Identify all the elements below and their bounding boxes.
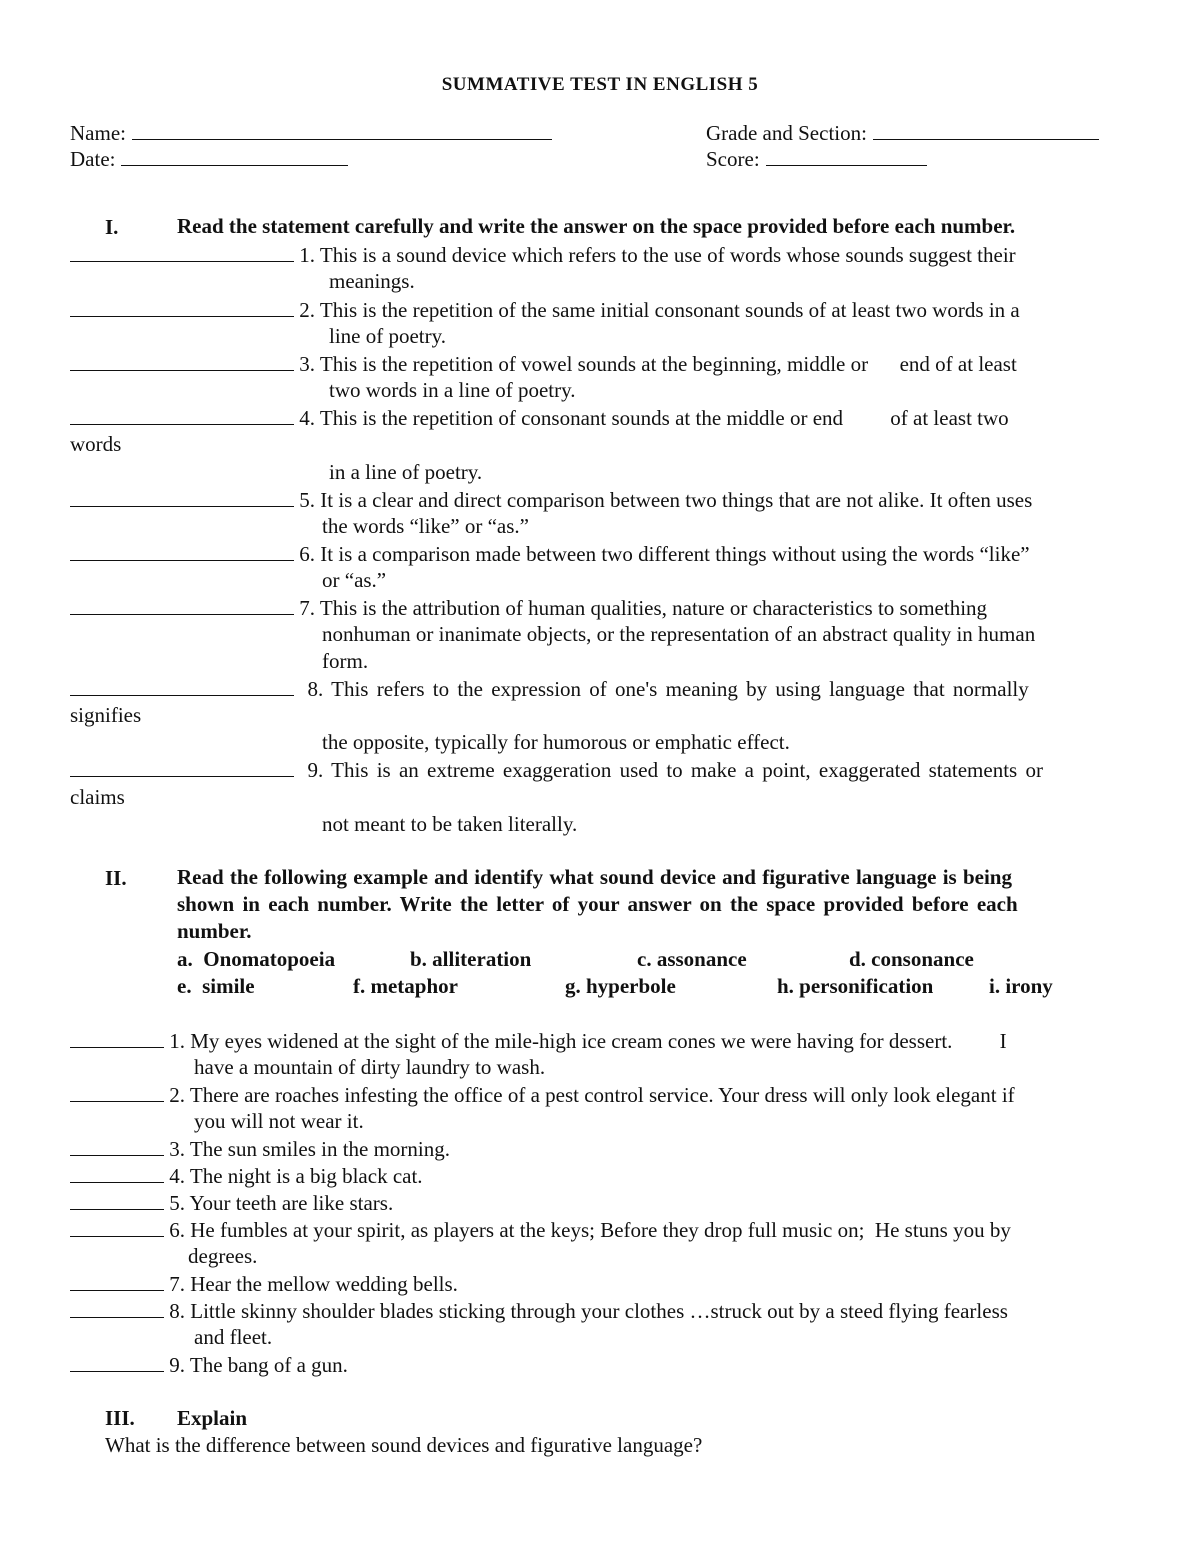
s1-item-7-cont: nonhuman or inanimate objects, or the representation of an abstract quality in human: [322, 622, 1036, 646]
choice-i: i. irony: [989, 974, 1053, 998]
item-text: 2. This is the repetition of the same initial consonant sounds of at least two words in a: [299, 298, 1020, 322]
date-label: Date:: [70, 147, 116, 171]
answer-blank[interactable]: [70, 404, 294, 425]
name-field[interactable]: [70, 120, 552, 146]
score-blank[interactable]: [766, 146, 927, 166]
item-text: 8. This refers to the expression of one's meaning by using language that normally: [299, 677, 1029, 701]
s2-item-4: [70, 1162, 423, 1189]
choice-f: f. metaphor: [353, 974, 458, 998]
s2-item-8: [70, 1297, 1008, 1324]
answer-blank[interactable]: [70, 486, 294, 507]
s1-item-1-cont: meanings.: [329, 269, 415, 293]
s1-item-9: [70, 756, 1043, 783]
s1-item-4-wrap: words: [70, 432, 122, 456]
choice-h: h. personification: [777, 974, 934, 998]
section-2-instruction-l1: Read the following example and identify what sound device and figurative language is being: [177, 865, 1012, 889]
answer-blank[interactable]: [70, 1081, 164, 1102]
s1-item-5-cont: the words “like” or “as.”: [322, 514, 529, 538]
choice-c: c. assonance: [637, 947, 747, 971]
section-1-numeral: I.: [105, 215, 119, 239]
answer-blank[interactable]: [70, 675, 294, 696]
item-text: 7. Hear the mellow wedding bells.: [169, 1272, 458, 1296]
item-text: 8. Little skinny shoulder blades sticking through your clothes …struck out by a steed flying fearless: [169, 1299, 1008, 1323]
item-text: 4. The night is a big black cat.: [169, 1164, 423, 1188]
s2-item-2-cont: you will not wear it.: [194, 1109, 364, 1133]
s1-item-4: [70, 404, 1009, 431]
s1-item-2: [70, 296, 1020, 323]
s1-item-2-cont: line of poetry.: [329, 324, 447, 348]
score-field[interactable]: [706, 146, 927, 172]
s2-item-9: [70, 1351, 348, 1378]
answer-blank[interactable]: [70, 350, 294, 371]
grade-section-blank[interactable]: [873, 120, 1099, 140]
s2-item-1: [70, 1027, 1007, 1054]
item-text: 6. He fumbles at your spirit, as players at the keys; Before they drop full music on; He stuns you by: [169, 1218, 1011, 1242]
item-text: 9. The bang of a gun.: [169, 1353, 348, 1377]
answer-blank[interactable]: [70, 296, 294, 317]
answer-blank[interactable]: [70, 1351, 164, 1372]
choice-d: d. consonance: [849, 947, 974, 971]
answer-blank[interactable]: [70, 594, 294, 615]
s1-item-3-cont: two words in a line of poetry.: [329, 378, 576, 402]
item-text: 5. Your teeth are like stars.: [169, 1191, 394, 1215]
item-text: 1. This is a sound device which refers to the use of words whose sounds suggest their: [299, 243, 1016, 267]
section-3-heading: Explain: [177, 1406, 248, 1430]
s1-item-9-cont: not meant to be taken literally.: [322, 812, 578, 836]
s1-item-4-cont: in a line of poetry.: [329, 460, 483, 484]
score-label: Score:: [706, 147, 760, 171]
s2-item-5: [70, 1189, 393, 1216]
s1-item-7: [70, 594, 987, 621]
item-text: 4. This is the repetition of consonant sounds at the middle or end of at least two: [299, 406, 1009, 430]
s1-item-8-wrap: signifies: [70, 703, 142, 727]
s2-item-6: [70, 1216, 1011, 1243]
section-2-numeral: II.: [105, 866, 127, 890]
name-label: Name:: [70, 121, 126, 145]
s1-item-3: [70, 350, 1017, 377]
item-text: 3. The sun smiles in the morning.: [169, 1137, 451, 1161]
answer-blank[interactable]: [70, 1297, 164, 1318]
date-blank[interactable]: [121, 146, 348, 166]
s2-item-1-cont: have a mountain of dirty laundry to wash.: [194, 1055, 546, 1079]
section-2-instruction-l2: shown in each number. Write the letter of your answer on the space provided before each: [177, 892, 1018, 916]
page-title: SUMMATIVE TEST IN ENGLISH 5: [441, 74, 759, 95]
s1-item-6-cont: or “as.”: [322, 568, 387, 592]
answer-blank[interactable]: [70, 1027, 164, 1048]
s1-item-6: [70, 540, 1030, 567]
s1-item-5: [70, 486, 1032, 513]
s2-item-6-cont: degrees.: [188, 1244, 258, 1268]
s1-item-8: [70, 675, 1029, 702]
name-blank[interactable]: [132, 120, 552, 140]
answer-blank[interactable]: [70, 1216, 164, 1237]
grade-section-field[interactable]: [706, 120, 1099, 146]
answer-blank[interactable]: [70, 1135, 164, 1156]
answer-blank[interactable]: [70, 540, 294, 561]
item-text: 6. It is a comparison made between two different things without using the words “like”: [299, 542, 1030, 566]
choice-e: e. simile: [177, 974, 255, 998]
choice-b: b. alliteration: [410, 947, 532, 971]
item-text: 3. This is the repetition of vowel sounds at the beginning, middle or end of at least: [299, 352, 1017, 376]
answer-blank[interactable]: [70, 1162, 164, 1183]
date-field[interactable]: [70, 146, 348, 172]
choice-g: g. hyperbole: [565, 974, 676, 998]
choice-a: a. Onomatopoeia: [177, 947, 336, 971]
s2-item-3: [70, 1135, 450, 1162]
s1-item-8-cont: the opposite, typically for humorous or emphatic effect.: [322, 730, 790, 754]
grade-section-label: Grade and Section:: [706, 121, 867, 145]
section-1-instruction: Read the statement carefully and write the answer on the space provided before each number.: [177, 214, 1016, 238]
section-2-instruction-l3: number.: [177, 919, 252, 943]
s1-item-9-wrap: claims: [70, 785, 125, 809]
section-3-numeral: III.: [105, 1406, 135, 1430]
item-text: 9. This is an extreme exaggeration used to make a point, exaggerated statements or: [299, 758, 1043, 782]
s1-item-7-cont2: form.: [322, 649, 369, 673]
item-text: 2. There are roaches infesting the office of a pest control service. Your dress will only look elegant if: [169, 1083, 1015, 1107]
item-text: 7. This is the attribution of human qualities, nature or characteristics to something: [299, 596, 988, 620]
answer-blank[interactable]: [70, 756, 294, 777]
s2-item-2: [70, 1081, 1015, 1108]
answer-blank[interactable]: [70, 1189, 164, 1210]
item-text: 5. It is a clear and direct comparison between two things that are not alike. It often uses: [299, 488, 1033, 512]
s2-item-8-cont: and fleet.: [194, 1325, 273, 1349]
answer-blank[interactable]: [70, 241, 294, 262]
section-3-question: What is the difference between sound devices and figurative language?: [105, 1433, 703, 1457]
s1-item-1: [70, 241, 1016, 268]
s2-item-7: [70, 1270, 458, 1297]
answer-blank[interactable]: [70, 1270, 164, 1291]
item-text: 1. My eyes widened at the sight of the mile-high ice cream cones we were having for dessert. I: [169, 1029, 1007, 1053]
